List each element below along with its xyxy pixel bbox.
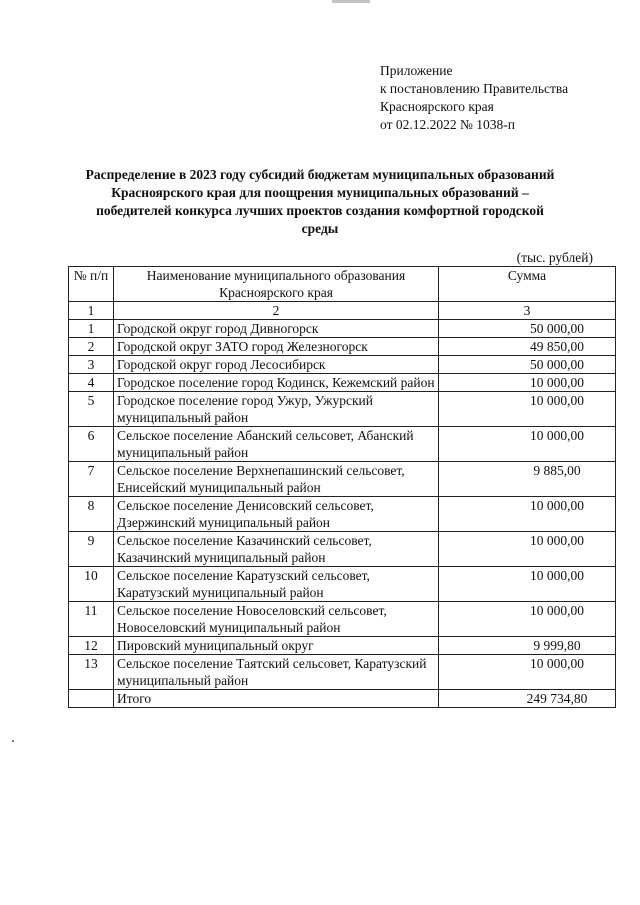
total-num-cell [69,690,114,708]
column-number-row [69,302,616,320]
table-row [69,637,616,655]
row-number: 2 [69,338,114,356]
row-number: 9 [69,532,114,567]
subsidy-sum: 49 850,00 [530,339,584,354]
total-row [69,690,616,708]
municipality-name: Городской округ ЗАТО город Железногорск [114,338,439,356]
subsidy-sum: 10 000,00 [530,656,584,671]
sum-cell [439,320,616,338]
table-row [69,392,616,427]
subsidy-sum: 50 000,00 [530,357,584,372]
total-sum-cell [439,690,616,708]
subsidy-sum: 9 885,00 [533,463,581,478]
row-number: 10 [69,567,114,602]
row-number: 3 [69,356,114,374]
row-number: 8 [69,497,114,532]
total-sum: 249 734,80 [526,691,588,706]
sum-cell [439,602,616,637]
document-title: Распределение в 2023 году субсидий бюджетам муниципальных образований Красноярского края для поощрения муниципальных образований – победителей конкурса лучших проектов создания комфортной городской среды [85,167,555,236]
table-row [69,320,616,338]
sum-cell [439,567,616,602]
table-row [69,374,616,392]
total-label: Итого [114,690,439,708]
row-number: 6 [69,427,114,462]
table-row [69,338,616,356]
subsidy-sum: 10 000,00 [530,568,584,583]
subsidy-sum: 9 999,80 [533,638,581,653]
sum-cell [439,392,616,427]
subsidy-sum: 10 000,00 [530,533,584,548]
appendix-line: от 02.12.2022 № 1038-п [380,117,515,132]
table-row [69,602,616,637]
header-name: Наименование муниципального образования Красноярского края [114,267,439,302]
column-number: 1 [69,302,114,320]
sum-cell [439,462,616,497]
sum-cell [439,497,616,532]
municipality-name: Сельское поселение Денисовский сельсовет, Дзержинский муниципальный район [114,497,439,532]
table-row [69,532,616,567]
subsidy-sum: 10 000,00 [530,375,584,390]
municipality-name: Сельское поселение Верхнепашинский сельсовет, Енисейский муниципальный район [114,462,439,497]
municipality-name: Пировский муниципальный округ [114,637,439,655]
table-row [69,462,616,497]
table-header-row [69,267,616,302]
appendix-line: Красноярского края [380,99,494,114]
sum-cell [439,532,616,567]
row-number: 1 [69,320,114,338]
subsidy-sum: 10 000,00 [530,428,584,443]
municipality-name: Городской округ город Дивногорск [114,320,439,338]
table-row [69,427,616,462]
row-number: 7 [69,462,114,497]
table-row [69,356,616,374]
subsidy-table [68,266,616,708]
scan-dot [12,740,14,742]
header-num: № п/п [69,267,114,302]
municipality-name: Городской округ город Лесосибирск [114,356,439,374]
municipality-name: Сельское поселение Абанский сельсовет, Абанский муниципальный район [114,427,439,462]
table-row [69,497,616,532]
row-number: 4 [69,374,114,392]
units-label: (тыс. рублей) [516,250,593,265]
row-number: 11 [69,602,114,637]
municipality-name: Сельское поселение Новоселовский сельсовет, Новоселовский муниципальный район [114,602,439,637]
sum-cell [439,338,616,356]
municipality-name: Городское поселение город Кодинск, Кежемский район [114,374,439,392]
table-row [69,655,616,690]
row-number: 5 [69,392,114,427]
municipality-name: Сельское поселение Каратузский сельсовет, Каратузский муниципальный район [114,567,439,602]
sum-cell [439,655,616,690]
subsidy-sum: 10 000,00 [530,498,584,513]
subsidy-sum: 50 000,00 [530,321,584,336]
scan-artifact [332,0,370,3]
sum-cell [439,427,616,462]
sum-cell [439,637,616,655]
sum-cell [439,374,616,392]
row-number: 13 [69,655,114,690]
municipality-name: Городское поселение город Ужур, Ужурский муниципальный район [114,392,439,427]
appendix-line: к постановлению Правительства [380,81,569,96]
subsidy-sum: 10 000,00 [530,603,584,618]
header-sum: Сумма [439,267,616,302]
row-number: 12 [69,637,114,655]
appendix-block [380,62,568,134]
column-number: 3 [439,302,616,320]
table-row [69,567,616,602]
sum-cell [439,356,616,374]
subsidy-sum: 10 000,00 [530,393,584,408]
column-number: 2 [114,302,439,320]
municipality-name: Сельское поселение Таятский сельсовет, Каратузский муниципальный район [114,655,439,690]
appendix-line: Приложение [380,63,453,78]
municipality-name: Сельское поселение Казачинский сельсовет, Казачинский муниципальный район [114,532,439,567]
